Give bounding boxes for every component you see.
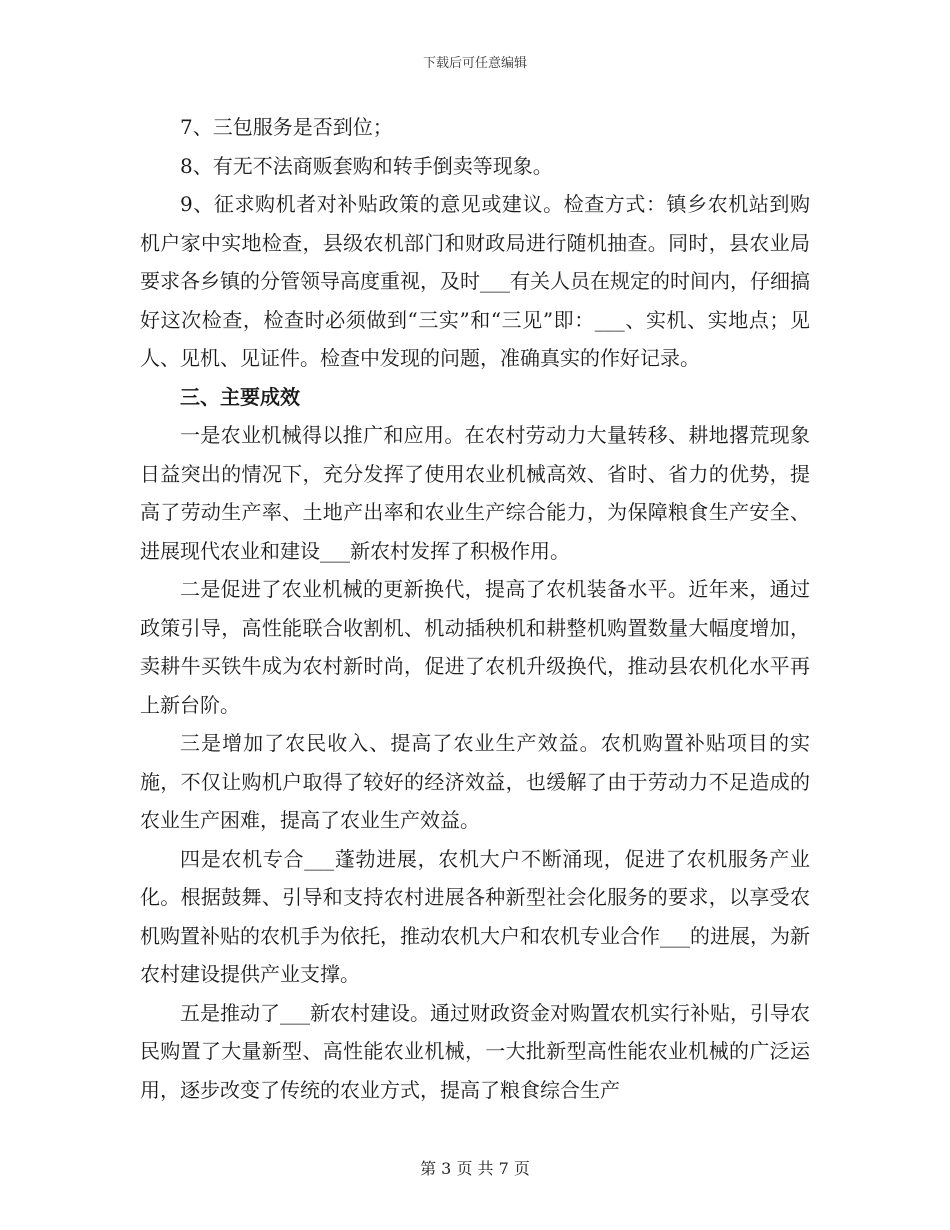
document-body [140, 108, 810, 1109]
page-header: 下载后可任意编辑 [422, 56, 527, 71]
page-footer: 第 3 页 共 7 页 [420, 1159, 530, 1178]
paragraph-effect-1: 一是农业机械得以推广和应用。在农村劳动力大量转移、耕地撂荒现象日益突出的情况下，充分发挥了使用农业机械高效、省时、省力的优势，提高了劳动生产率、土地产出率和农业生产综合能力，为保障粮食生产安全、进展现代农业和建设___新农村发挥了积极作用。 [140, 423, 810, 563]
paragraph-effect-5: 五是推动了___新农村建设。通过财政资金对购置农机实行补贴，引导农民购置了大量新型、高性能农业机械，一大批新型高性能农业机械的广泛运用，逐步改变了传统的农业方式，提高了粮食综合生产 [140, 1000, 810, 1102]
section-heading: 三、主要成效 [180, 384, 300, 409]
paragraph-item-8: 8、有无不法商贩套购和转手倒卖等现象。 [180, 153, 553, 178]
paragraph-effect-2: 二是促进了农业机械的更新换代，提高了农机装备水平。近年来，通过政策引导，高性能联合收割机、机动插秧机和耕整机购置数量大幅度增加，卖耕牛买铁牛成为农村新时尚，促进了农机升级换代，推动县农机化水平再上新台阶。 [140, 577, 810, 717]
paragraph-effect-3: 三是增加了农民收入、提高了农业生产效益。农机购置补贴项目的实施，不仅让购机户取得了较好的经济效益，也缓解了由于劳动力不足造成的农业生产困难，提高了农业生产效益。 [140, 731, 810, 832]
paragraph-effect-4: 四是农机专合___蓬勃进展，农机大户不断涌现，促进了农机服务产业化。根据鼓舞、引导和支持农村进展各种新型社会化服务的要求，以享受农机购置补贴的农机手为依托，推动农机大户和农机专业合作___的进展，为新农村建设提供产业支撑。 [140, 846, 810, 986]
paragraph-item-9: 9、征求购机者对补贴政策的意见或建议。检查方式：镇乡农机站到购机户家中实地检查，县级农机部门和财政局进行随机抽查。同时，县农业局要求各乡镇的分管领导高度重视，及时___有关人员在规定的时间内，仔细搞好这次检查，检查时必须做到“三实”和“三见”即：___、实机、实地点；见人、见机、见证件。检查中发现的问题，准确真实的作好记录。 [140, 192, 810, 370]
paragraph-item-7: 7、三包服务是否到位； [180, 115, 393, 139]
